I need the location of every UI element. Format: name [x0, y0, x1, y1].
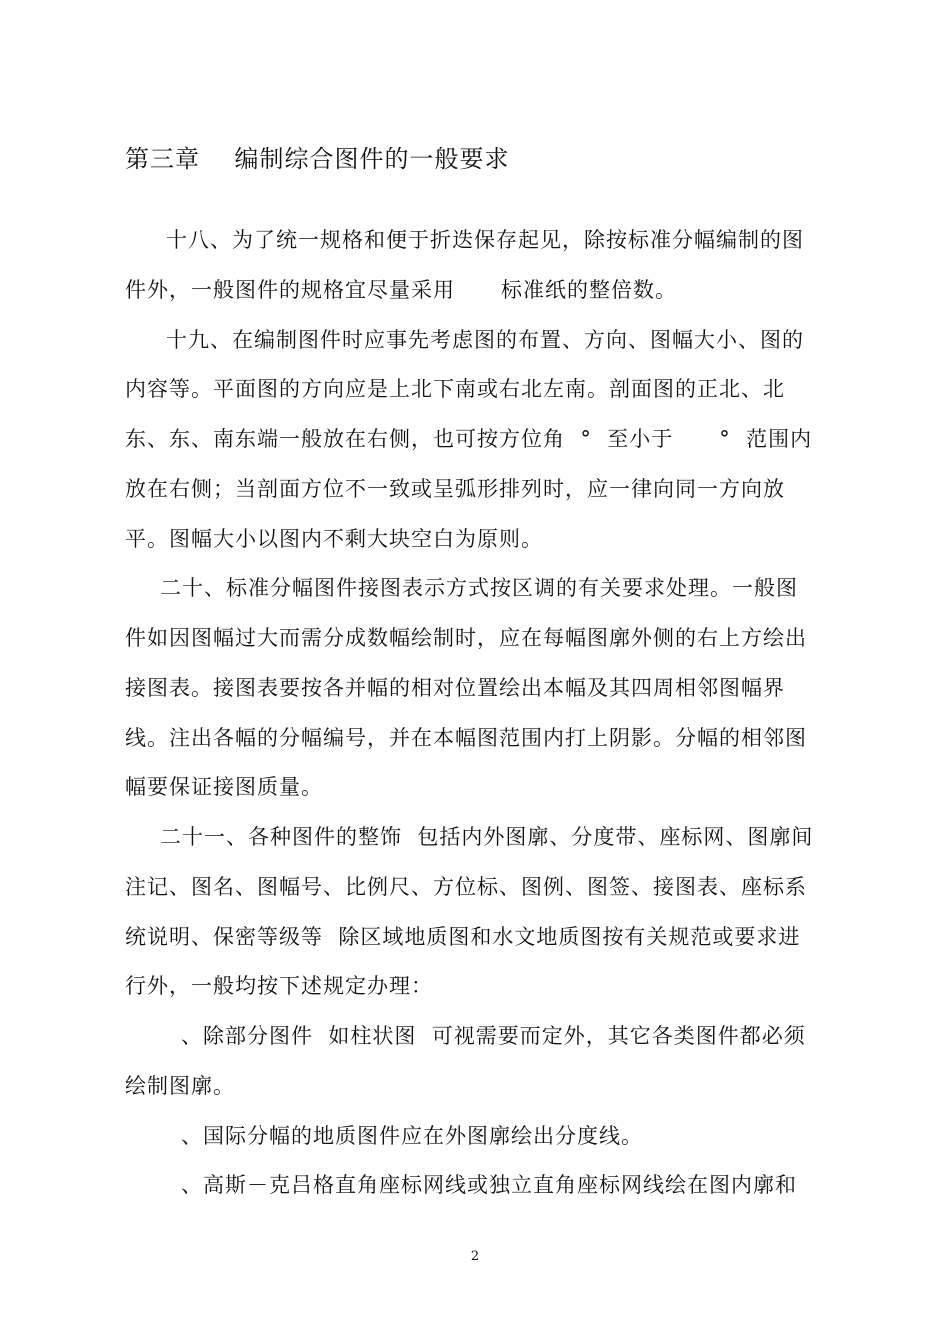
- subitem-1-line-1: 、除部分图件 如柱状图 可视需要而定外，其它各类图件都必须: [181, 1024, 806, 1048]
- chapter-title: 第三章 编制综合图件的一般要求: [125, 145, 510, 173]
- subitem-2-line-1: 、国际分幅的地质图件应在外图廓绘出分度线。: [181, 1124, 643, 1148]
- paragraph-19-line-4: 放在右侧；当剖面方位不一致或呈弧形排列时，应一律向同一方向放: [125, 477, 785, 501]
- paragraph-19-line-1: 十九、在编制图件时应事先考虑图的布置、方向、图幅大小、图的: [166, 328, 804, 352]
- paragraph-21-line-2: 注记、图名、图幅号、比例尺、方位标、图例、图签、接图表、座标系: [125, 875, 807, 899]
- paragraph-20-line-2: 件如因图幅过大而需分成数幅绘制时，应在每幅图廓外侧的右上方绘出: [125, 626, 807, 650]
- paragraph-21-line-4: 行外，一般均按下述规定办理：: [125, 974, 433, 998]
- paragraph-18-line-1: 十八、为了统一规格和便于折迭保存起见，除按标准分幅编制的图: [166, 228, 804, 252]
- paragraph-20-line-5: 幅要保证接图质量。: [125, 775, 323, 799]
- paragraph-20-line-3: 接图表。接图表要按各并幅的相对位置绘出本幅及其四周相邻图幅界: [125, 676, 785, 700]
- paragraph-18-line-2: 件外，一般图件的规格宜尽量采用 标准纸的整倍数。: [125, 278, 678, 302]
- paragraph-19-line-2: 内容等。平面图的方向应是上北下南或右北左南。剖面图的正北、北: [125, 377, 785, 401]
- paragraph-20-line-4: 线。注出各幅的分幅编号，并在本幅图范围内打上阴影。分幅的相邻图: [125, 726, 807, 750]
- paragraph-21-line-3: 统说明、保密等级等 除区域地质图和水文地质图按有关规范或要求进: [125, 925, 801, 949]
- paragraph-19-line-3: 东、东、南东端一般放在右侧，也可按方位角 ° 至小于 ° 范围内: [125, 427, 813, 451]
- paragraph-21-line-1: 二十一、各种图件的整饰 包括内外图廓、分度带、座标网、图廓间: [160, 825, 814, 849]
- subitem-1-line-2: 绘制图廓。: [125, 1074, 235, 1098]
- paragraph-19-line-5: 平。图幅大小以图内不剩大块空白为原则。: [125, 527, 543, 551]
- subitem-3-line-1: 、高斯－克吕格直角座标网线或独立直角座标网线绘在图内廓和: [181, 1173, 797, 1197]
- page-number: 2: [470, 1249, 480, 1264]
- paragraph-20-line-1: 二十、标准分幅图件接图表示方式按区调的有关要求处理。一般图: [160, 576, 798, 600]
